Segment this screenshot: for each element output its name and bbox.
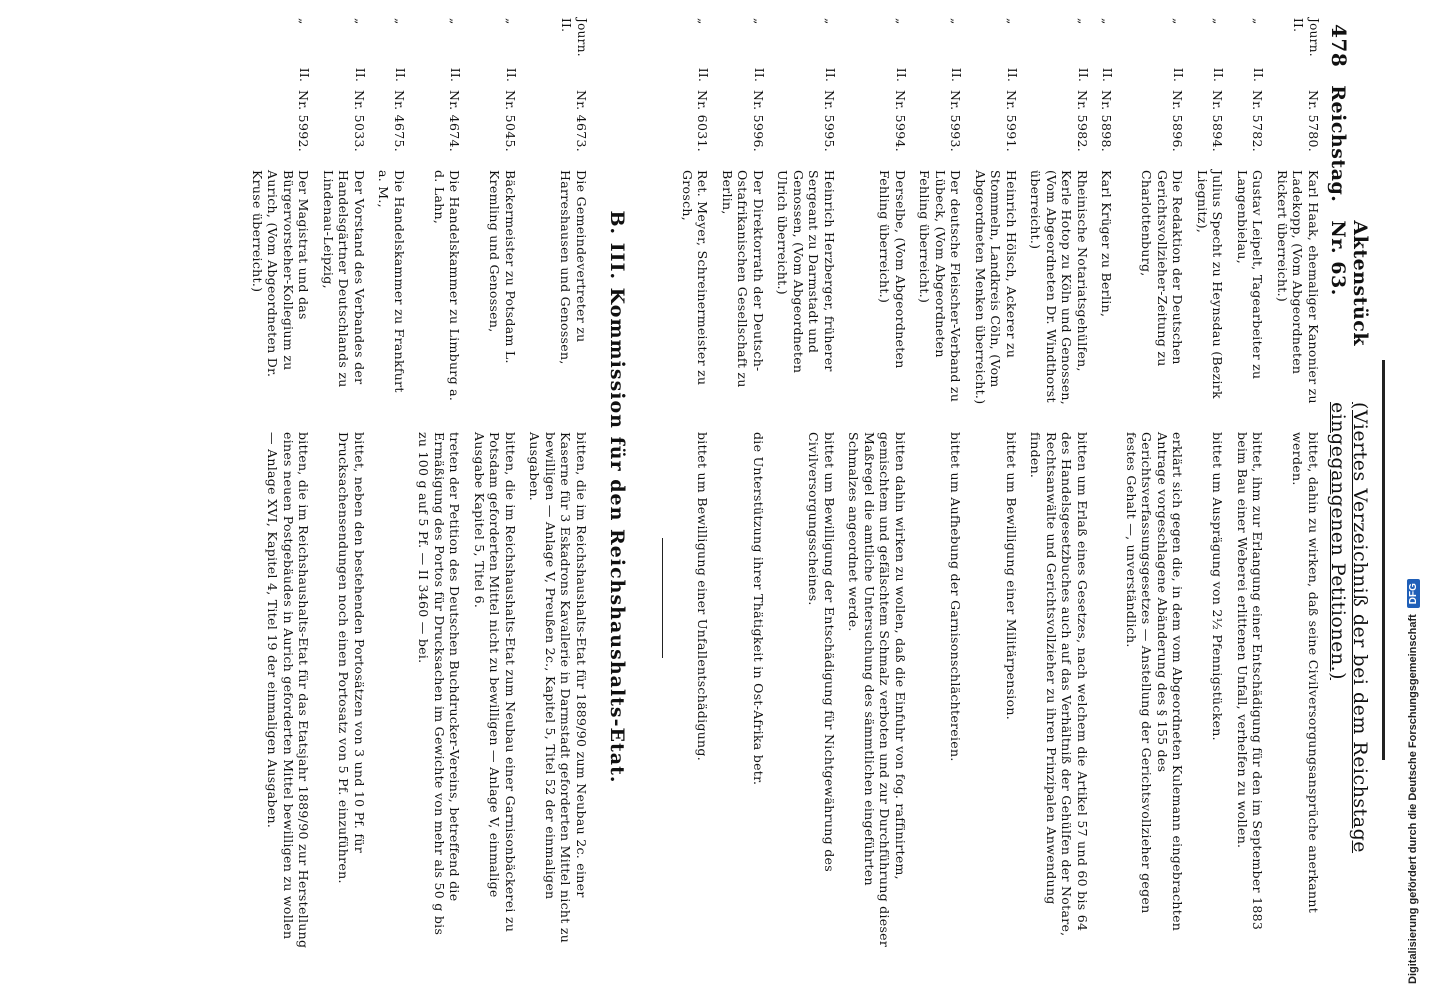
- brace: [720, 414, 767, 426]
- petition-number: Nr. 5993.: [948, 90, 964, 152]
- brace: [917, 414, 964, 426]
- brace: [472, 414, 519, 426]
- header-left: Reichstag.: [1327, 85, 1349, 203]
- petition-row: [472, 18, 519, 976]
- petition-row: [250, 18, 312, 976]
- petitioner: Gustav Leipelt, Tagearbeiter zu Langenbielau,: [1235, 170, 1266, 380]
- journal-series: II.: [393, 67, 407, 83]
- petition-request: bitten, die im Reichshaushalts-Etat zum Neubau einer Garnisonbäckerei zu Potsdam geforderten Mittel nicht zu bewilligen — Anlage V, einmalige Ausgabe Kapitel 5, Titel 6.: [472, 432, 518, 933]
- petition-number: Nr. 4674.: [447, 90, 463, 152]
- petitioner: Karl Haak, ehemaliger Kanonier zu Ladekopp, (Vom Abgeordneten Rickert überreicht.): [1275, 170, 1321, 404]
- petition-list: [241, 18, 1322, 976]
- petition-row: [321, 18, 368, 976]
- brace: [250, 414, 312, 426]
- petition-number: Nr. 5896.: [1170, 90, 1186, 152]
- petition-row: [1028, 18, 1090, 976]
- petitioner: Ret. Meyer, Schreinermeister zu Grosch,: [680, 170, 711, 386]
- journal-marker: „: [297, 18, 312, 25]
- section-divider: [663, 538, 664, 658]
- petitioner: Heinrich Hölsch, Ackerer zu Stommeln, Landkreis Cöln, (Vom Abgeordneten Menken überreicht.): [973, 170, 1019, 405]
- journal-series: II.: [1100, 67, 1115, 83]
- journal-marker: „: [1076, 18, 1090, 25]
- petitioner: Der Direktorrath der Deutsch-Ostafrikanischen Gesellschaft zu Berlin,: [720, 170, 766, 388]
- petition-row: [1099, 18, 1115, 976]
- petition-number: Nr. 5782.: [1250, 90, 1266, 152]
- journal-marker: „: [393, 18, 407, 25]
- petition-request: treten der Petition des Deutschen Buchdrucker-Vereins, betreffend die Ermäßigung des Portos für Drucksachen im Gewichte von mehr als 50 g bis zu 100 g auf 5 Pf. — II 3460 — bei.: [416, 432, 463, 936]
- journal-series: II.: [297, 67, 312, 83]
- petition-request: bittet, dahin zu wirken, daß seine Civilversorgungsansprüche anerkannt werden.: [1290, 432, 1321, 914]
- journal-marker: „: [353, 18, 367, 25]
- petition-row: [416, 18, 463, 976]
- petitioner: Karl Krüger zu Berlin,: [1099, 170, 1115, 318]
- petitioner: Die Handelskammer zu Frankfurt a. M.,: [376, 170, 407, 393]
- digitization-stamp: [1398, 24, 1428, 984]
- petition-number: Nr. 5995.: [822, 90, 837, 152]
- journal-marker: „: [823, 18, 837, 25]
- petition-number: Nr. 5033.: [352, 90, 367, 152]
- brace: [416, 414, 463, 426]
- page-number: 478: [1327, 24, 1351, 68]
- journal-marker: „: [894, 18, 908, 25]
- dfg-logo: DFG: [1407, 579, 1420, 608]
- petitioner: Die Handelskammer zu Limburg a. d. Lahn,: [432, 170, 463, 402]
- brace: [846, 414, 908, 426]
- petition-number: Nr. 4673.: [574, 90, 589, 152]
- journal-marker: „: [1171, 18, 1186, 25]
- journal-series: II.: [504, 67, 518, 83]
- journal-marker: Journ. II.: [1291, 18, 1321, 57]
- section-b-heading: B. III. Kommission für den Reichshaushalts-Etat.: [606, 210, 629, 784]
- petition-row: [1235, 18, 1266, 976]
- brace: [376, 414, 407, 426]
- brace: [1124, 414, 1186, 426]
- petition-number: Nr. 5898.: [1099, 90, 1115, 152]
- journal-series: II.: [1076, 67, 1090, 83]
- journal-marker: „: [1211, 18, 1226, 25]
- journal-series: II.: [949, 67, 964, 83]
- brace: [1028, 414, 1090, 426]
- petition-row: [1195, 18, 1226, 976]
- petition-request: bittet, ihm zur Erlangung einer Entschädigung für den im September 1883 beim Bau einer Weberei erlittenen Unfall, verhelfen zu wollen.: [1235, 432, 1266, 931]
- brace: [321, 414, 368, 426]
- petition-request: [1099, 432, 1115, 952]
- journal-series: II.: [1005, 67, 1019, 83]
- document-title: Aktenstück Nr. 63.: [1327, 220, 1371, 347]
- petition-request: bitten, die im Reichshaushalts-Etat für das Etatsjahr 1889/90 zur Herstellung eines neuen Postgebäudes in Aurich geforderten Mittel bewilligen zu wollen — Anlage XVI, Kapitel 4, Titel 19 der einmaligen Ausgaben.: [265, 432, 312, 949]
- journal-marker: „: [1100, 18, 1115, 25]
- petition-request: bittet um Aufhebung der Garnisonschlächtereien.: [948, 432, 964, 762]
- petition-request: bittet um Bewilligung einer Militärpension.: [1004, 432, 1019, 721]
- journal-marker: „: [696, 18, 711, 25]
- journal-series: [527, 66, 589, 84]
- journal-series: II.: [1251, 67, 1266, 83]
- petition-number: Nr. 5894.: [1210, 90, 1226, 152]
- petition-request: erklärt sich gegen die, in dem vom Abgeordneten Kulemann eingebrachten Antrage vorgeschlagene Abänderung des § 155 des Gerichtsverfassungsgesetzes — Anstellung der Gerichtsvollzieher gegen festes Gehalt —, unverständlich.: [1124, 432, 1186, 932]
- journal-marker: Journ. II.: [559, 18, 589, 57]
- journal-marker: „: [448, 18, 463, 25]
- journal-series: II.: [823, 67, 837, 83]
- journal-marker: „: [949, 18, 964, 25]
- journal-marker: „: [1251, 18, 1266, 25]
- top-edge-rule: [1378, 360, 1385, 760]
- journal-series: [1275, 66, 1322, 84]
- petitioner: Der Magistrat und das Bürgervorsteher-Kollegium zu Aurich, (Vom Abgeordneten Dr. Kruse überreicht.): [250, 170, 312, 378]
- petition-request: die Unterstützung ihrer Thätigkeit in Ost-Afrika betr.: [751, 432, 766, 786]
- petition-number: Nr. 5996.: [751, 90, 766, 152]
- journal-marker: „: [1005, 18, 1019, 25]
- journal-series: II.: [894, 67, 908, 83]
- brace: [1195, 414, 1226, 426]
- petition-request: bittet um Ausprägung von 2½ Pfennigstücken.: [1210, 432, 1226, 741]
- petitioner: Julius Specht zu Heynsdau (Bezirk Liegnitz),: [1195, 170, 1226, 399]
- petition-list-section-b: [250, 18, 590, 976]
- petition-row: [527, 18, 589, 976]
- petitioner: Rheinische Notariatsgehülfen, Kerle Hotop zu Köln und Genossen, (Vom Abgeordneten Dr. Windthorst überreicht.): [1028, 170, 1090, 406]
- petition-number: Nr. 5982.: [1075, 90, 1090, 152]
- petition-request: bitten dahin wirken zu wollen, daß die Einfuhr von fog. raffinirtem, gemischtem und gefälschtem Schmalz verboten und zur Durchführung dieser Maßregel die amtliche Untersuchung des sämmtlichen eingeführten Schmalzes angeordnet werde.: [846, 432, 908, 948]
- brace: [1235, 414, 1266, 426]
- petition-row: [973, 18, 1020, 976]
- petition-number: Nr. 5780.: [1306, 90, 1321, 152]
- petition-request: bitten, die im Reichshaushalts-Etat für 1889/90 zum Neubau 2c. einer Kaserne für 3 Eskadrons Kavallerie in Darmstadt geforderten Mittel nicht zu bewilligen — Anlage V, Preußen 2c., Kapitel 5, Titel 52 der einmaligen Ausgaben.: [527, 432, 589, 944]
- petitioner: Die Gemeindevertreter zu Harreshausen und Genossen,: [558, 170, 589, 365]
- petition-row: [376, 18, 407, 976]
- brace: [680, 414, 711, 426]
- petition-request: bittet um Bewilligung einer Unfallentschädigung.: [695, 432, 711, 761]
- brace: [527, 414, 589, 426]
- petitioner: Die Redaktion der Deutschen Gerichtsvollzieher-Zeitung zu Charlottenburg,: [1139, 170, 1186, 367]
- petition-request: bittet, neben den bestehenden Portosätzen von 3 und 10 Pf. für Drucksachensendungen noch einen Portosatz von 5 Pf. einzuführen.: [336, 432, 367, 884]
- journal-series: II.: [752, 67, 766, 83]
- journal-series: II.: [353, 67, 367, 83]
- journal-series: II.: [1171, 67, 1186, 83]
- petition-row: [846, 18, 908, 976]
- petitioner: Heinrich Herzberger, früherer Sergeant zu Darmstadt und Genossen, (Vom Abgeordneten Ulrich überreicht.): [775, 170, 837, 374]
- brace: [1275, 414, 1322, 426]
- journal-series: II.: [696, 67, 711, 83]
- petition-request: bittet um Bewilligung der Entschädigung für Nichtgewährung des Civilversorgungsscheines.: [806, 432, 837, 872]
- petition-number: Nr. 4675.: [392, 90, 407, 152]
- petition-row: [1124, 18, 1186, 976]
- petitioner: Der Vorstand des Verbandes der Handelsgärtner Deutschlands zu Lindenau-Leipzig,: [321, 170, 367, 388]
- journal-marker: „: [752, 18, 766, 25]
- journal-series: II.: [448, 67, 463, 83]
- document-subtitle: (Viertes Verzeichniß der bei dem Reichstage eingegangenen Petitionen.): [1327, 401, 1371, 854]
- petition-row: [917, 18, 964, 976]
- journal-series: II.: [1211, 67, 1226, 83]
- digitization-stamp-text: Digitalisierung gefördert durch die Deutsche Forschungsgemeinschaft: [1407, 614, 1419, 984]
- petition-number: Nr. 5994.: [893, 90, 908, 152]
- petition-list-section-a: [680, 18, 1322, 976]
- petition-request: [376, 432, 407, 952]
- brace: [973, 414, 1020, 426]
- brace: [775, 414, 837, 426]
- petition-number: Nr. 5992.: [296, 90, 312, 152]
- petition-number: Nr. 5045.: [503, 90, 518, 152]
- petition-row: [720, 18, 767, 976]
- petition-row: [1275, 18, 1322, 976]
- petition-number: Nr. 6031.: [695, 90, 711, 152]
- petitioner: Derselbe, (Vom Abgeordneten Fehling überreicht.): [877, 170, 908, 369]
- page-header: [1327, 24, 1373, 980]
- journal-marker: „: [504, 18, 518, 25]
- petitioner: Der deutsche Fleischer-Verband zu Lübeck, (Vom Abgeordneten Fehling überreicht.): [917, 170, 964, 403]
- petition-row: [680, 18, 711, 976]
- brace: [1099, 414, 1115, 426]
- petitioner: Bäckermeister zu Potsdam L. Kremling und Genossen,: [487, 170, 518, 364]
- petition-request: bitten um Erlaß eines Gesetzes, nach welchem die Artikel 57 und 60 bis 64 des Handelsgesetzbuches auch auf das Verhältniß der Gehülfen der Notare, Rechtsanwälte und Gerichtsvollzieher zu ihren Prinzipalen Anwendung finden.: [1028, 432, 1090, 937]
- petition-row: [775, 18, 837, 976]
- petition-number: Nr. 5991.: [1004, 90, 1019, 152]
